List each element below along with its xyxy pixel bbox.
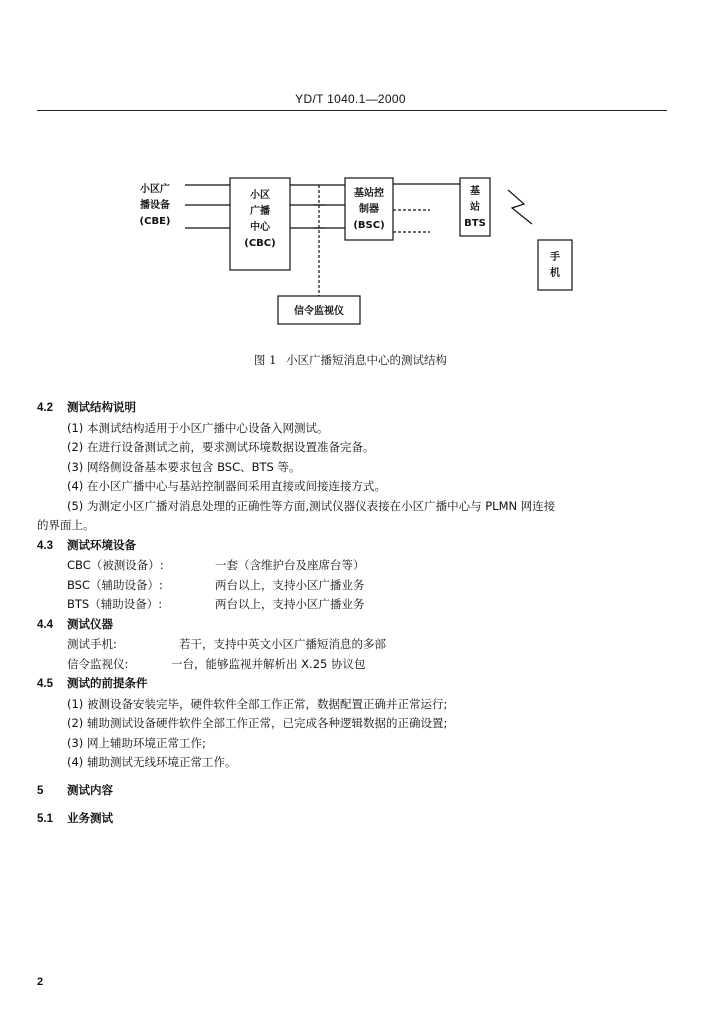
figure-caption	[0, 352, 701, 368]
bsc-label-3: (BSC)	[353, 220, 385, 231]
phone-label-1: 手	[550, 252, 560, 263]
cbc-label-3: 中心	[250, 222, 270, 233]
page-number: 2	[37, 976, 44, 988]
bsc-label-2: 制器	[359, 204, 379, 215]
section-4-3-heading: 4.3 测试环境设备	[37, 537, 136, 552]
section-5-heading: 5 测试内容	[37, 782, 113, 797]
bts-label-1: 基	[470, 186, 480, 197]
list-item: (5) 为测定小区广播对消息处理的正确性等方面,测试仪器仪表接在小区广播中心与 PLMN 网连接	[67, 498, 556, 513]
document-body	[37, 398, 667, 830]
list-item: (1) 被测设备安装完毕，硬件软件全部工作正常，数据配置正确并正常运行;	[67, 696, 448, 711]
section-5-1-heading: 5.1 业务测试	[37, 811, 113, 825]
list-item: (4) 辅助测试无线环境正常工作。	[67, 755, 237, 769]
list-item: (4) 在小区广播中心与基站控制器间采用直接或间接连接方式。	[67, 479, 386, 493]
instrument-row: 信令监视仪: 一台，能够监视并解析出 X.25 协议包	[67, 656, 366, 671]
cbe-label-3: (CBE)	[139, 216, 171, 227]
radio-wave-icon	[508, 190, 532, 224]
list-item: (3) 网络侧设备基本要求包含 BSC、BTS 等。	[67, 459, 301, 474]
cbc-label-4: (CBC)	[244, 238, 276, 249]
env-row: BSC（辅助设备）: 两台以上，支持小区广播业务	[67, 577, 365, 592]
list-item: (3) 网上辅助环境正常工作;	[67, 735, 206, 750]
figure-title: 小区广播短消息中心的测试结构	[286, 353, 448, 367]
phone-box	[538, 240, 572, 290]
cbc-label-2: 广播	[250, 206, 270, 217]
phone-label-2: 机	[550, 268, 560, 279]
env-row: BTS（辅助设备）: 两台以上，支持小区广播业务	[67, 597, 365, 611]
cbc-label-1: 小区	[250, 190, 270, 201]
bts-label-3: BTS	[464, 218, 486, 229]
bts-label-2: 站	[470, 202, 480, 213]
list-item: (1) 本测试结构适用于小区广播中心设备入网测试。	[67, 420, 329, 435]
instrument-row: 测试手机: 若干，支持中英文小区广播短消息的多部	[67, 637, 386, 651]
page-header: YD/T 1040.1—2000	[295, 92, 406, 106]
section-4-4-heading: 4.4 测试仪器	[37, 616, 113, 631]
test-structure-diagram	[120, 170, 600, 340]
list-item: (2) 辅助测试设备硬件软件全部工作正常，已完成各种逻辑数据的正确设置;	[67, 716, 448, 730]
section-4-5-heading: 4.5 测试的前提条件	[37, 676, 148, 690]
list-item: (2) 在进行设备测试之前，要求测试环境数据设置准备完备。	[67, 440, 375, 454]
cbe-label-1: 小区广	[140, 184, 170, 195]
section-4-2-heading: 4.2 测试结构说明	[37, 400, 136, 414]
figure-number: 图 1	[253, 353, 277, 367]
bsc-label-1: 基站控	[354, 188, 384, 199]
env-row: CBC（被测设备）: 一套（含维护台及座席台等）	[67, 558, 365, 572]
header-rule	[37, 110, 667, 111]
list-item-continuation: 的界面上。	[37, 518, 95, 532]
cbe-label-2: 播设备	[140, 200, 170, 211]
monitor-label: 信令监视仪	[294, 306, 344, 317]
